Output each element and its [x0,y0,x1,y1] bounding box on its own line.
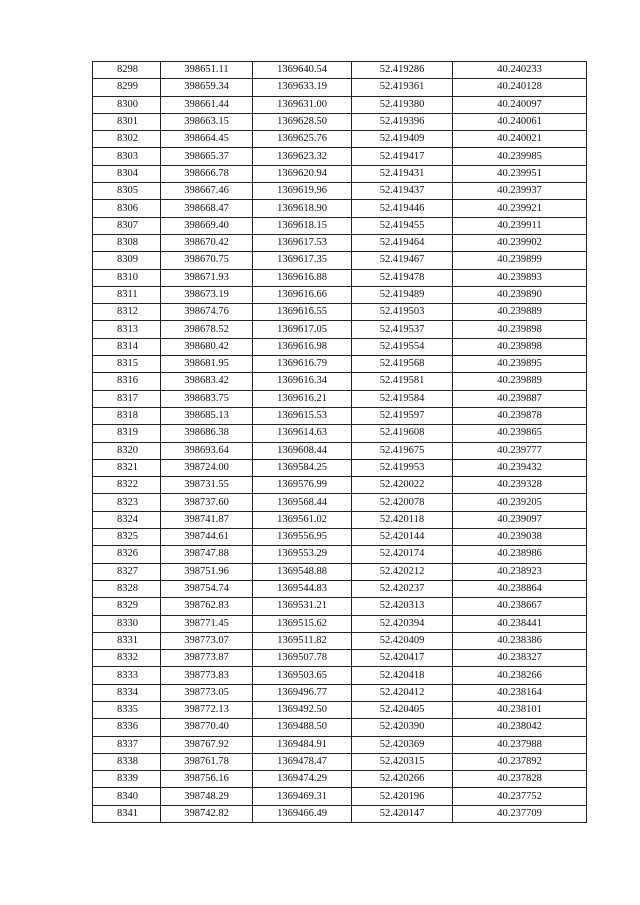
point-number-cell: 8309 [93,252,161,269]
y-coordinate-cell: 1369568.44 [253,494,352,511]
x-coordinate-cell: 398747.88 [161,546,253,563]
longitude-cell: 40.239890 [453,286,587,303]
longitude-cell: 40.239097 [453,511,587,528]
latitude-cell: 52.420417 [352,650,453,667]
longitude-cell: 40.238986 [453,546,587,563]
table-row [93,234,587,251]
point-number-cell: 8336 [93,719,161,736]
x-coordinate-cell: 398651.11 [161,62,253,79]
table-row [93,148,587,165]
y-coordinate-cell: 1369616.79 [253,356,352,373]
table-row [93,736,587,753]
x-coordinate-cell: 398674.76 [161,304,253,321]
point-number-cell: 8337 [93,736,161,753]
latitude-cell: 52.419396 [352,113,453,130]
latitude-cell: 52.420174 [352,546,453,563]
point-number-cell: 8306 [93,200,161,217]
latitude-cell: 52.420390 [352,719,453,736]
latitude-cell: 52.419608 [352,425,453,442]
point-number-cell: 8317 [93,390,161,407]
latitude-cell: 52.420147 [352,805,453,822]
longitude-cell: 40.239889 [453,304,587,321]
latitude-cell: 52.419431 [352,165,453,182]
x-coordinate-cell: 398683.75 [161,390,253,407]
table-row [93,546,587,563]
x-coordinate-cell: 398751.96 [161,563,253,580]
table-row [93,650,587,667]
table-row [93,269,587,286]
table-row [93,563,587,580]
table-row [93,62,587,79]
table-row [93,459,587,476]
point-number-cell: 8333 [93,667,161,684]
point-number-cell: 8326 [93,546,161,563]
point-number-cell: 8315 [93,356,161,373]
y-coordinate-cell: 1369628.50 [253,113,352,130]
x-coordinate-cell: 398680.42 [161,338,253,355]
y-coordinate-cell: 1369488.50 [253,719,352,736]
point-number-cell: 8339 [93,771,161,788]
x-coordinate-cell: 398670.42 [161,234,253,251]
latitude-cell: 52.419417 [352,148,453,165]
y-coordinate-cell: 1369618.15 [253,217,352,234]
x-coordinate-cell: 398683.42 [161,373,253,390]
longitude-cell: 40.240233 [453,62,587,79]
latitude-cell: 52.419455 [352,217,453,234]
longitude-cell: 40.237988 [453,736,587,753]
y-coordinate-cell: 1369561.02 [253,511,352,528]
longitude-cell: 40.238923 [453,563,587,580]
y-coordinate-cell: 1369507.78 [253,650,352,667]
y-coordinate-cell: 1369576.99 [253,477,352,494]
point-number-cell: 8328 [93,580,161,597]
table-row [93,373,587,390]
latitude-cell: 52.419409 [352,131,453,148]
x-coordinate-cell: 398761.78 [161,753,253,770]
point-number-cell: 8322 [93,477,161,494]
y-coordinate-cell: 1369511.82 [253,632,352,649]
longitude-cell: 40.238042 [453,719,587,736]
x-coordinate-cell: 398668.47 [161,200,253,217]
y-coordinate-cell: 1369556.95 [253,529,352,546]
longitude-cell: 40.239205 [453,494,587,511]
point-number-cell: 8316 [93,373,161,390]
longitude-cell: 40.239937 [453,183,587,200]
point-number-cell: 8300 [93,96,161,113]
point-number-cell: 8332 [93,650,161,667]
table-row [93,79,587,96]
table-row [93,771,587,788]
table-row [93,511,587,528]
longitude-cell: 40.239951 [453,165,587,182]
coordinates-table [92,61,587,823]
latitude-cell: 52.419953 [352,459,453,476]
x-coordinate-cell: 398762.83 [161,598,253,615]
x-coordinate-cell: 398681.95 [161,356,253,373]
longitude-cell: 40.238864 [453,580,587,597]
table-row [93,131,587,148]
x-coordinate-cell: 398693.64 [161,442,253,459]
point-number-cell: 8327 [93,563,161,580]
x-coordinate-cell: 398770.40 [161,719,253,736]
table-row [93,615,587,632]
table-row [93,494,587,511]
latitude-cell: 52.420266 [352,771,453,788]
point-number-cell: 8340 [93,788,161,805]
longitude-cell: 40.239899 [453,252,587,269]
y-coordinate-cell: 1369617.35 [253,252,352,269]
longitude-cell: 40.240021 [453,131,587,148]
y-coordinate-cell: 1369631.00 [253,96,352,113]
table-row [93,425,587,442]
x-coordinate-cell: 398731.55 [161,477,253,494]
point-number-cell: 8323 [93,494,161,511]
latitude-cell: 52.419584 [352,390,453,407]
y-coordinate-cell: 1369474.29 [253,771,352,788]
longitude-cell: 40.239889 [453,373,587,390]
longitude-cell: 40.238327 [453,650,587,667]
point-number-cell: 8313 [93,321,161,338]
y-coordinate-cell: 1369548.88 [253,563,352,580]
y-coordinate-cell: 1369614.63 [253,425,352,442]
longitude-cell: 40.239328 [453,477,587,494]
point-number-cell: 8312 [93,304,161,321]
latitude-cell: 52.420022 [352,477,453,494]
latitude-cell: 52.420405 [352,701,453,718]
x-coordinate-cell: 398724.00 [161,459,253,476]
table-row [93,96,587,113]
latitude-cell: 52.419286 [352,62,453,79]
longitude-cell: 40.237828 [453,771,587,788]
x-coordinate-cell: 398673.19 [161,286,253,303]
longitude-cell: 40.239898 [453,321,587,338]
longitude-cell: 40.239865 [453,425,587,442]
table-row [93,684,587,701]
point-number-cell: 8311 [93,286,161,303]
latitude-cell: 52.420118 [352,511,453,528]
point-number-cell: 8298 [93,62,161,79]
longitude-cell: 40.239893 [453,269,587,286]
x-coordinate-cell: 398663.15 [161,113,253,130]
longitude-cell: 40.238441 [453,615,587,632]
x-coordinate-cell: 398771.45 [161,615,253,632]
table-row [93,165,587,182]
latitude-cell: 52.420237 [352,580,453,597]
point-number-cell: 8319 [93,425,161,442]
longitude-cell: 40.240061 [453,113,587,130]
x-coordinate-cell: 398669.40 [161,217,253,234]
point-number-cell: 8331 [93,632,161,649]
x-coordinate-cell: 398670.75 [161,252,253,269]
longitude-cell: 40.238164 [453,684,587,701]
longitude-cell: 40.239921 [453,200,587,217]
table-row [93,390,587,407]
latitude-cell: 52.420212 [352,563,453,580]
latitude-cell: 52.419597 [352,407,453,424]
table-row [93,304,587,321]
table-row [93,286,587,303]
x-coordinate-cell: 398664.45 [161,131,253,148]
y-coordinate-cell: 1369469.31 [253,788,352,805]
longitude-cell: 40.238266 [453,667,587,684]
latitude-cell: 52.419361 [352,79,453,96]
longitude-cell: 40.239902 [453,234,587,251]
point-number-cell: 8341 [93,805,161,822]
longitude-cell: 40.240128 [453,79,587,96]
table-row [93,477,587,494]
point-number-cell: 8334 [93,684,161,701]
longitude-cell: 40.239898 [453,338,587,355]
x-coordinate-cell: 398741.87 [161,511,253,528]
table-row [93,529,587,546]
table-row [93,667,587,684]
x-coordinate-cell: 398671.93 [161,269,253,286]
y-coordinate-cell: 1369466.49 [253,805,352,822]
table-row [93,632,587,649]
y-coordinate-cell: 1369544.83 [253,580,352,597]
table-row [93,442,587,459]
x-coordinate-cell: 398666.78 [161,165,253,182]
latitude-cell: 52.420196 [352,788,453,805]
longitude-cell: 40.239985 [453,148,587,165]
longitude-cell: 40.237752 [453,788,587,805]
point-number-cell: 8310 [93,269,161,286]
y-coordinate-cell: 1369617.53 [253,234,352,251]
y-coordinate-cell: 1369492.50 [253,701,352,718]
y-coordinate-cell: 1369616.88 [253,269,352,286]
y-coordinate-cell: 1369618.90 [253,200,352,217]
point-number-cell: 8330 [93,615,161,632]
x-coordinate-cell: 398659.34 [161,79,253,96]
latitude-cell: 52.420313 [352,598,453,615]
y-coordinate-cell: 1369619.96 [253,183,352,200]
latitude-cell: 52.419380 [352,96,453,113]
longitude-cell: 40.238667 [453,598,587,615]
point-number-cell: 8318 [93,407,161,424]
y-coordinate-cell: 1369633.19 [253,79,352,96]
y-coordinate-cell: 1369531.21 [253,598,352,615]
table-row [93,321,587,338]
x-coordinate-cell: 398661.44 [161,96,253,113]
longitude-cell: 40.239777 [453,442,587,459]
y-coordinate-cell: 1369616.55 [253,304,352,321]
latitude-cell: 52.420412 [352,684,453,701]
x-coordinate-cell: 398773.87 [161,650,253,667]
latitude-cell: 52.419581 [352,373,453,390]
y-coordinate-cell: 1369484.91 [253,736,352,753]
longitude-cell: 40.238386 [453,632,587,649]
latitude-cell: 52.419446 [352,200,453,217]
y-coordinate-cell: 1369553.29 [253,546,352,563]
x-coordinate-cell: 398686.38 [161,425,253,442]
x-coordinate-cell: 398748.29 [161,788,253,805]
y-coordinate-cell: 1369625.76 [253,131,352,148]
latitude-cell: 52.420078 [352,494,453,511]
y-coordinate-cell: 1369616.98 [253,338,352,355]
latitude-cell: 52.420144 [352,529,453,546]
latitude-cell: 52.419568 [352,356,453,373]
latitude-cell: 52.420369 [352,736,453,753]
latitude-cell: 52.419478 [352,269,453,286]
table-row [93,753,587,770]
y-coordinate-cell: 1369620.94 [253,165,352,182]
longitude-cell: 40.237709 [453,805,587,822]
y-coordinate-cell: 1369478.47 [253,753,352,770]
latitude-cell: 52.420394 [352,615,453,632]
longitude-cell: 40.239038 [453,529,587,546]
latitude-cell: 52.419503 [352,304,453,321]
table-row [93,200,587,217]
latitude-cell: 52.419464 [352,234,453,251]
table-row [93,252,587,269]
table-row [93,805,587,822]
point-number-cell: 8329 [93,598,161,615]
y-coordinate-cell: 1369615.53 [253,407,352,424]
table-row [93,580,587,597]
point-number-cell: 8307 [93,217,161,234]
latitude-cell: 52.420315 [352,753,453,770]
table-row [93,183,587,200]
x-coordinate-cell: 398667.46 [161,183,253,200]
table-row [93,217,587,234]
point-number-cell: 8325 [93,529,161,546]
x-coordinate-cell: 398685.13 [161,407,253,424]
y-coordinate-cell: 1369503.65 [253,667,352,684]
table-row [93,788,587,805]
table-row [93,598,587,615]
point-number-cell: 8308 [93,234,161,251]
x-coordinate-cell: 398742.82 [161,805,253,822]
point-number-cell: 8324 [93,511,161,528]
latitude-cell: 52.420409 [352,632,453,649]
y-coordinate-cell: 1369640.54 [253,62,352,79]
latitude-cell: 52.419537 [352,321,453,338]
y-coordinate-cell: 1369616.21 [253,390,352,407]
x-coordinate-cell: 398773.07 [161,632,253,649]
point-number-cell: 8303 [93,148,161,165]
y-coordinate-cell: 1369616.66 [253,286,352,303]
longitude-cell: 40.239887 [453,390,587,407]
point-number-cell: 8299 [93,79,161,96]
point-number-cell: 8301 [93,113,161,130]
y-coordinate-cell: 1369623.32 [253,148,352,165]
x-coordinate-cell: 398773.83 [161,667,253,684]
y-coordinate-cell: 1369496.77 [253,684,352,701]
longitude-cell: 40.239432 [453,459,587,476]
point-number-cell: 8320 [93,442,161,459]
table-row [93,113,587,130]
point-number-cell: 8338 [93,753,161,770]
latitude-cell: 52.419489 [352,286,453,303]
table-row [93,338,587,355]
longitude-cell: 40.239878 [453,407,587,424]
x-coordinate-cell: 398772.13 [161,701,253,718]
point-number-cell: 8304 [93,165,161,182]
table-row [93,719,587,736]
x-coordinate-cell: 398767.92 [161,736,253,753]
point-number-cell: 8302 [93,131,161,148]
y-coordinate-cell: 1369616.34 [253,373,352,390]
x-coordinate-cell: 398744.61 [161,529,253,546]
x-coordinate-cell: 398665.37 [161,148,253,165]
point-number-cell: 8321 [93,459,161,476]
longitude-cell: 40.240097 [453,96,587,113]
point-number-cell: 8305 [93,183,161,200]
table-row [93,701,587,718]
latitude-cell: 52.419675 [352,442,453,459]
table-row [93,407,587,424]
y-coordinate-cell: 1369584.25 [253,459,352,476]
point-number-cell: 8335 [93,701,161,718]
longitude-cell: 40.239911 [453,217,587,234]
x-coordinate-cell: 398754.74 [161,580,253,597]
latitude-cell: 52.420418 [352,667,453,684]
longitude-cell: 40.239895 [453,356,587,373]
latitude-cell: 52.419467 [352,252,453,269]
table-row [93,356,587,373]
x-coordinate-cell: 398737.60 [161,494,253,511]
x-coordinate-cell: 398756.16 [161,771,253,788]
coordinates-table-body [93,62,587,823]
point-number-cell: 8314 [93,338,161,355]
longitude-cell: 40.237892 [453,753,587,770]
x-coordinate-cell: 398678.52 [161,321,253,338]
x-coordinate-cell: 398773.05 [161,684,253,701]
longitude-cell: 40.238101 [453,701,587,718]
latitude-cell: 52.419554 [352,338,453,355]
y-coordinate-cell: 1369617.05 [253,321,352,338]
latitude-cell: 52.419437 [352,183,453,200]
y-coordinate-cell: 1369608.44 [253,442,352,459]
y-coordinate-cell: 1369515.62 [253,615,352,632]
